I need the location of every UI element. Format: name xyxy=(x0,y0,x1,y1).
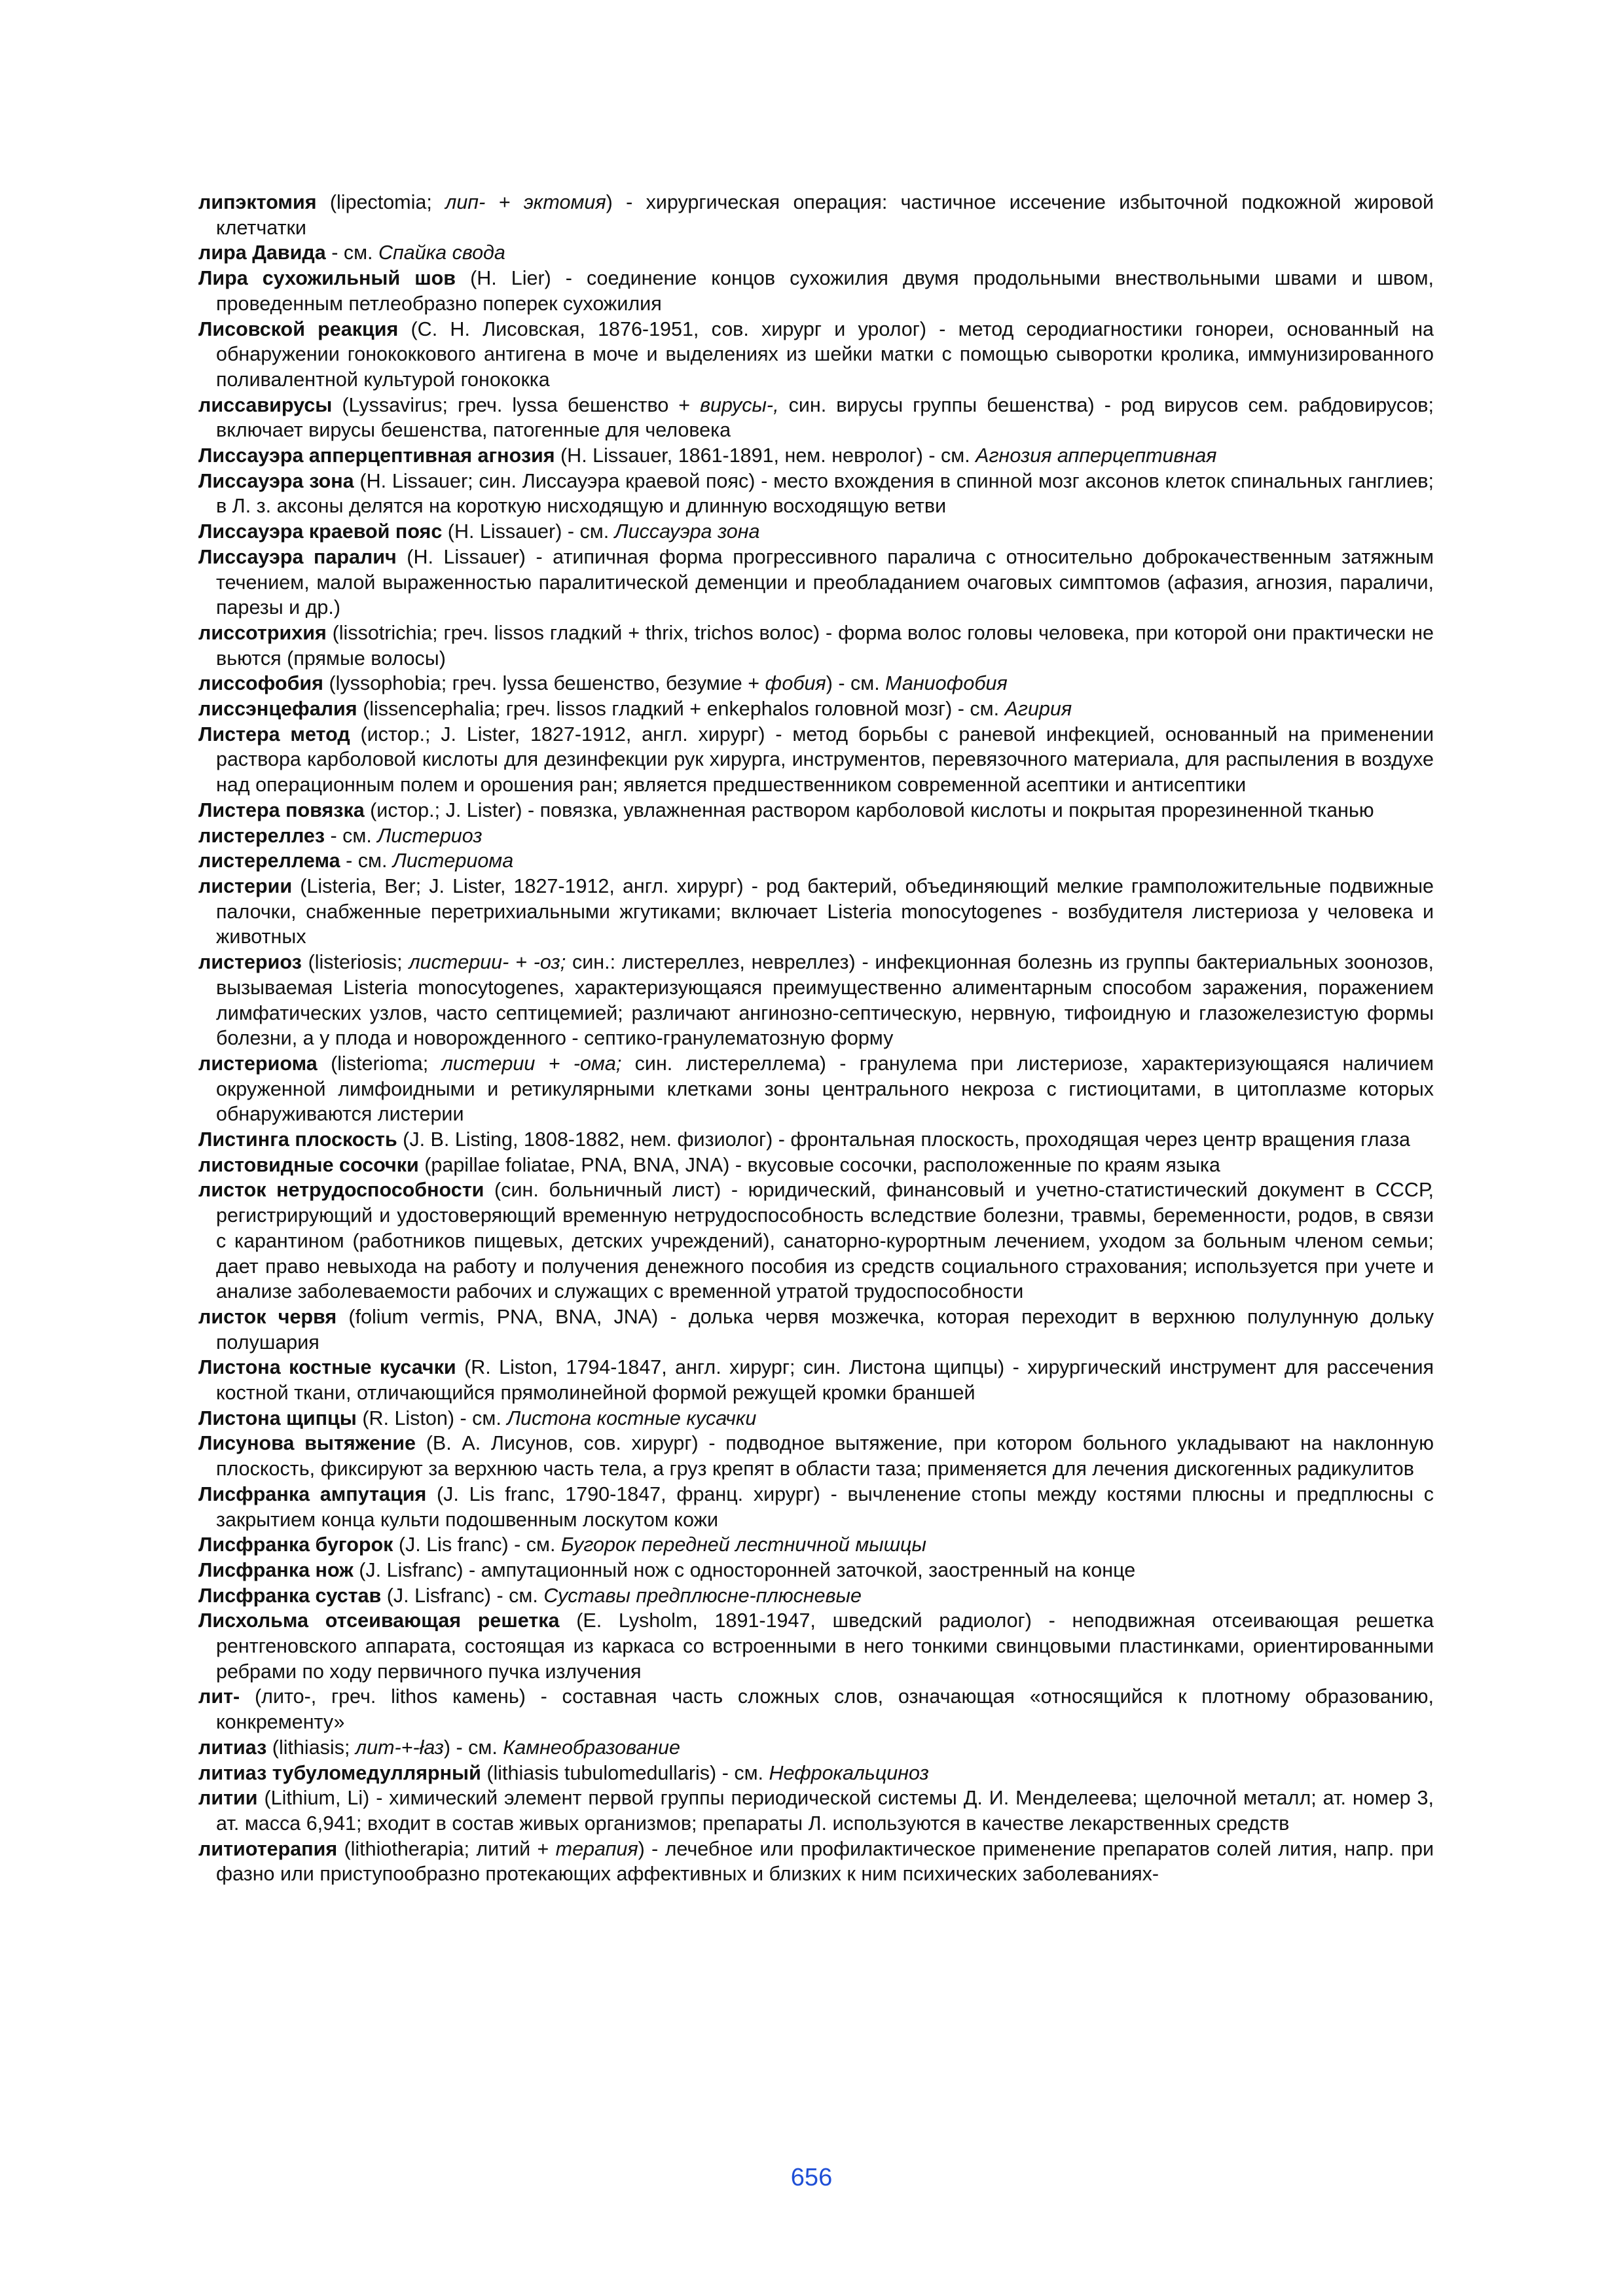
entry-definition: син. вирусы группы бешенства) - род вирусов сем. рабдовирусов; включает вирусы бешенства, патогенные для человека xyxy=(216,393,1434,442)
entry-definition: (J. B. Listing, 1808-1882, нем. физиолог) - фронтальная плоскость, проходящая через центр вращения глаза xyxy=(397,1128,1410,1151)
entry-reference: Листериома xyxy=(392,850,514,872)
dictionary-entry xyxy=(198,1127,1434,1153)
entry-definition: (R. Liston) - см. xyxy=(356,1407,507,1429)
entry-definition: (истор.; J. Lister, 1827-1912, англ. хирург) - метод борьбы с раневой инфекцией, основанный на применении раствора карболовой кислоты для дезинфекции рук хирурга, инструментов, перевязочного материала, для распыления в воздухе над операционным полем и орошения ран; является предшественником современной асептики и антисептики xyxy=(216,723,1434,797)
dictionary-entry xyxy=(198,190,1434,240)
dictionary-entry xyxy=(198,1735,1434,1761)
entry-definition: (papillae foliatae, PNA, BNA, JNA) - вкусовые сосочки, расположенные по краям языка xyxy=(418,1153,1220,1176)
dictionary-entry xyxy=(198,1684,1434,1734)
entry-term: листериоз xyxy=(198,951,302,974)
entry-reference: Агнозия апперцептивная xyxy=(976,444,1217,467)
dictionary-entry xyxy=(198,823,1434,849)
dictionary-entry xyxy=(198,1051,1434,1127)
entry-term: лиссавирусы xyxy=(198,393,333,416)
dictionary-entry xyxy=(198,1785,1434,1836)
dictionary-entry xyxy=(198,696,1434,722)
entry-definition: ) - лечебное или профилактическое применение препаратов солей лития, напр. при фазно или приступообразно протекающих аффективных и близких к ним психических заболеваниях- xyxy=(216,1837,1434,1886)
entry-term: Листера метод xyxy=(198,723,350,745)
entry-term: листовидные сосочки xyxy=(198,1153,419,1176)
dictionary-entry xyxy=(198,1532,1434,1558)
entry-term: литии xyxy=(198,1787,258,1810)
entry-definition: (С. Н. Лисовская, 1876-1951, сов. хирург и уролог) - метод серодиагностики гонореи, основанный на обнаружении гонококкового антигена в моче и выделениях из шейки матки с помощью сыворотки кролика, иммунизированного поливалентной культурой гонококка xyxy=(216,317,1434,391)
entry-term: Лиссауэра паралич xyxy=(198,545,397,568)
entry-definition: (истор.; J. Lister) - повязка, увлажненная раствором карболовой кислоты и покрытая прорезиненной тканью xyxy=(364,798,1374,821)
dictionary-entry xyxy=(198,393,1434,443)
entry-definition: (E. Lysholm, 1891-1947, шведский радиолог) - неподвижная отсеивающая решетка рентгеновского аппарата, состоящая из каркаса со встроенными в него тонкими свинцовыми пластинками, ориентированными ребрами по ходу первичного пучка излучения xyxy=(216,1609,1434,1683)
entry-definition: ) - см. xyxy=(826,672,886,695)
entry-term: лира Давида xyxy=(198,242,326,264)
entry-term: Лисфранка ампутация xyxy=(198,1482,427,1505)
entry-definition: - см. xyxy=(325,242,378,264)
entry-definition: (H. Lissauer) - см. xyxy=(442,520,615,543)
dictionary-entry xyxy=(198,1608,1434,1684)
entry-definition: (lissencephalia; греч. lissos гладкий + enkephalos головной мозг) - см. xyxy=(357,698,1005,721)
dictionary-entry xyxy=(198,1153,1434,1178)
entry-definition: (folium vermis, PNA, BNA, JNA) - долька червя мозжечка, которая переходит в верхнюю полулунную дольку полушария xyxy=(216,1305,1434,1354)
entry-definition: - см. xyxy=(340,850,393,872)
entry-term: лиссофобия xyxy=(198,672,323,695)
dictionary-entry xyxy=(198,874,1434,950)
entry-reference: вирусы-, xyxy=(700,393,779,416)
entry-reference: листерии + -ома; xyxy=(441,1052,622,1075)
entry-reference: Камнеобразование xyxy=(503,1736,680,1759)
entry-reference: лит-+-łаз xyxy=(355,1736,444,1759)
entry-reference: Спайка свода xyxy=(378,242,505,264)
entry-term: Листона костные кусачки xyxy=(198,1356,456,1379)
entry-term: Лисовской реакция xyxy=(198,317,399,340)
entry-definition: (син. больничный лист) - юридический, финансовый и учетно-статистический документ в СССР, регистрирующий и удостоверяющий временную нетрудоспособность вследствие болезни, травмы, беременности, родов, в связи с карантином (работников пищевых, детских учреждений), санаторно-курортным лечением, уходом за больным членом семьи; дает право невыхода на работу и получения денежного пособия из средств социального страхования; используется при учете и анализе заболеваемости рабочих и служащих с временной утратой трудоспособности xyxy=(216,1179,1434,1303)
dictionary-entry xyxy=(198,1431,1434,1481)
entry-reference: Лиссауэра зона xyxy=(614,520,760,543)
entry-definition: (listerioma; xyxy=(317,1052,442,1075)
dictionary-entry xyxy=(198,469,1434,519)
entry-term: Лисхольма отсеивающая решетка xyxy=(198,1609,560,1632)
dictionary-entry xyxy=(198,1837,1434,1887)
entry-definition: ) - хирургическая операция: частичное иссечение избыточной подкожной жировой клетчатки xyxy=(216,191,1434,239)
entry-term: Лисфранка бугорок xyxy=(198,1534,393,1556)
entry-term: Листона щипцы xyxy=(198,1407,357,1429)
entry-term: листок червя xyxy=(198,1305,337,1328)
entry-definition: ) - см. xyxy=(443,1736,503,1759)
entry-term: Лисунова вытяжение xyxy=(198,1432,416,1455)
entry-reference: Бугорок передней лестничной мышцы xyxy=(560,1534,926,1556)
entry-definition: (H. Lissauer) - атипичная форма прогрессивного паралича с относительно доброкачественным затяжным течением, малой выраженностью паралитической деменции и преобладанием очаговых симптомов (афазия, агнозия, параличи, парезы и др.) xyxy=(216,545,1434,619)
entry-term: Листера повязка xyxy=(198,798,365,821)
entry-definition: (Lithium, Li) - химический элемент первой группы периодической системы Д. И. Менделеева; щелочной металл; ат. номер 3, ат. масса 6,941; входит в состав живых организмов; препараты Л. используются в качестве лекарственных средств xyxy=(216,1787,1434,1835)
dictionary-entry xyxy=(198,848,1434,874)
entry-term: листереллез xyxy=(198,824,325,847)
entry-term: литиаз xyxy=(198,1736,267,1759)
dictionary-entry xyxy=(198,519,1434,545)
entry-reference: лип- + эктомия xyxy=(445,191,606,213)
entry-definition: (lithiasis tubulomedullaris) - см. xyxy=(481,1761,769,1784)
entry-term: листерии xyxy=(198,874,293,897)
entry-term: липэктомия xyxy=(198,191,317,213)
dictionary-entry xyxy=(198,798,1434,823)
entry-definition: (Lyssavirus; греч. lyssa бешенство + xyxy=(332,393,701,416)
dictionary-entry xyxy=(198,266,1434,316)
entry-term: Лиссауэра краевой пояс xyxy=(198,520,443,543)
entry-definition: (listeriosis; xyxy=(301,951,409,974)
entry-reference: Суставы предплюсне-плюсневые xyxy=(543,1584,862,1607)
entry-definition: - см. xyxy=(325,824,378,847)
entry-term: лиссэнцефалия xyxy=(198,698,357,721)
entry-definition: (J. Lis franc, 1790-1847, франц. хирург) - вычленение стопы между костями плюсны и предплюсны с закрытием конца культи подошвенным лоскутом кожи xyxy=(216,1482,1434,1531)
dictionary-entry xyxy=(198,722,1434,798)
entry-term: Листинга плоскость xyxy=(198,1128,397,1151)
entry-definition: (R. Liston, 1794-1847, англ. хирург; син. Листона щипцы) - хирургический инструмент для рассечения костной ткани, отличающийся прямолинейной формой режущей кромки браншей xyxy=(216,1356,1434,1405)
dictionary-entry xyxy=(198,1406,1434,1431)
entry-term: Лиссауэра зона xyxy=(198,469,354,492)
dictionary-entries xyxy=(198,190,1434,1887)
entry-term: лиссотрихия xyxy=(198,621,327,644)
entry-reference: Нефрокальциноз xyxy=(769,1761,929,1784)
dictionary-entry xyxy=(198,1177,1434,1304)
entry-term: литиаз тубуломедуллярный xyxy=(198,1761,481,1784)
page-number: 656 xyxy=(790,2164,833,2191)
entry-reference: Листона костные кусачки xyxy=(507,1407,757,1429)
dictionary-entry xyxy=(198,1355,1434,1405)
entry-definition: (H. Lissauer, 1861-1891, нем. невролог) - см. xyxy=(555,444,976,467)
dictionary-entry xyxy=(198,1558,1434,1583)
entry-reference: листерии- + -оз; xyxy=(409,951,566,974)
dictionary-entry xyxy=(198,317,1434,393)
dictionary-entry xyxy=(198,1482,1434,1532)
entry-definition: (lithiotherapia; литий + xyxy=(337,1837,556,1860)
dictionary-entry xyxy=(198,443,1434,469)
entry-term: Лисфранка сустав xyxy=(198,1584,382,1607)
dictionary-entry xyxy=(198,1583,1434,1609)
entry-definition: (В. А. Лисунов, сов. хирург) - подводное вытяжение, при котором больного укладывают на наклонную плоскость, фиксируют за верхнюю часть тела, а груз крепят в области таза; применяется для лечения дискогенных радикулитов xyxy=(216,1432,1434,1480)
entry-definition: (lithiasis; xyxy=(266,1736,356,1759)
entry-term: листериома xyxy=(198,1052,318,1075)
entry-definition: (J. Lisfranc) - ампутационный нож с односторонней заточкой, заостренный на конце xyxy=(353,1558,1136,1581)
entry-definition: (H. Lissauer; син. Лиссауэра краевой пояс) - место вхождения в спинной мозг аксонов клеток спинальных ганглиев; в Л. з. аксоны делятся на короткую нисходящую и длинную восходящую ветви xyxy=(216,469,1434,518)
dictionary-entry xyxy=(198,545,1434,620)
entry-reference: фобия xyxy=(765,672,826,695)
entry-reference: Агирия xyxy=(1004,698,1072,721)
entry-term: лит- xyxy=(198,1685,240,1708)
entry-definition: (J. Lisfranc) - см. xyxy=(381,1584,544,1607)
entry-definition: (H. Lier) - соединение концов сухожилия двумя продольными внествольными швами и швом, проведенным петлеобразно поперек сухожилия xyxy=(216,267,1434,315)
entry-definition: (лито-, греч. lithos камень) - составная часть сложных слов, означающая «относящийся к плотному образованию, конкременту» xyxy=(216,1685,1434,1734)
entry-term: Лиссауэра апперцептивная агнозия xyxy=(198,444,555,467)
dictionary-entry xyxy=(198,671,1434,696)
dictionary-entry xyxy=(198,620,1434,671)
entry-term: листереллема xyxy=(198,850,340,872)
dictionary-entry xyxy=(198,1761,1434,1786)
dictionary-entry xyxy=(198,950,1434,1051)
entry-definition: (Listeria, Ber; J. Lister, 1827-1912, англ. хирург) - род бактерий, объединяющий мелкие грамположительные подвижные палочки, снабженные перетрихиальными жгутиками; включает Listeria monocytogenes - возбудителя листериоза у человека и животных xyxy=(216,874,1434,948)
entry-term: литиотерапия xyxy=(198,1837,338,1860)
entry-definition: син.: листереллез, невреллез) - инфекционная болезнь из группы бактериальных зоонозов, вызываемая Listeria monocytogenes, характеризующаяся преимущественно алиментарным способом заражения, поражением лимфатических узлов, часто септицемией; различают ангинозно-септическую, нервную, тифоидную и глазожелезистую формы болезни, а у плода и новорожденного - септико-гранулематозную форму xyxy=(216,951,1434,1050)
entry-reference: Листериоз xyxy=(377,824,483,847)
entry-reference: терапия xyxy=(555,1837,638,1860)
entry-definition: (lissotrichia; греч. lissos гладкий + thrix, trichos волос) - форма волос головы человека, при которой они практически не вьются (прямые волосы) xyxy=(216,621,1434,670)
entry-term: листок нетрудоспособности xyxy=(198,1179,484,1202)
entry-definition: син. листереллема) - гранулема при листериозе, характеризующаяся наличием окруженной лимфоидными и ретикулярными клетками зоны центрального некроза с гистиоцитами, в цитоплазме которых обнаруживаются листерии xyxy=(216,1052,1434,1126)
entry-definition: (J. Lis franc) - см. xyxy=(393,1534,561,1556)
entry-reference: Маниофобия xyxy=(885,672,1008,695)
entry-definition: (lipectomia; xyxy=(316,191,446,213)
entry-definition: (lyssophobia; греч. lyssa бешенство, безумие + xyxy=(323,672,765,695)
dictionary-entry xyxy=(198,1304,1434,1355)
entry-term: Лисфранка нож xyxy=(198,1558,354,1581)
dictionary-entry xyxy=(198,240,1434,266)
entry-term: Лира сухожильный шов xyxy=(198,267,456,290)
